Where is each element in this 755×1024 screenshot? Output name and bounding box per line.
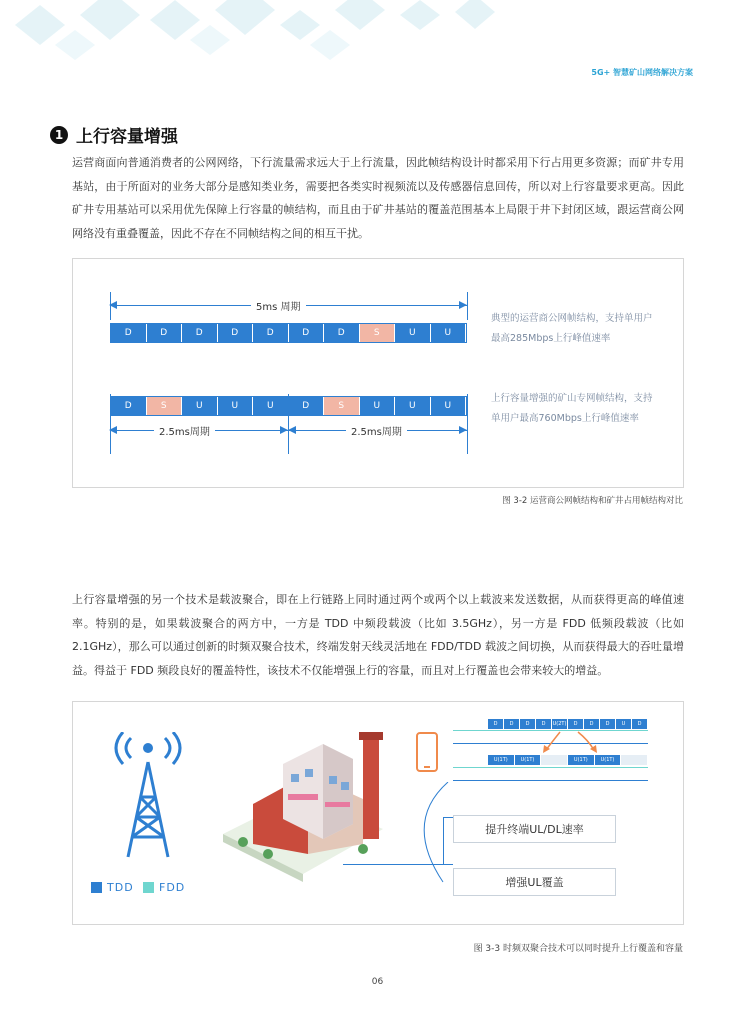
frame-slot: S — [360, 324, 396, 342]
frame-slot: D — [147, 324, 183, 342]
frame-slot: U — [218, 397, 254, 415]
carrier-slot: U(1T) — [568, 755, 595, 765]
figure-frame-structure — [72, 258, 684, 488]
frame-slot: U — [253, 397, 289, 415]
page-number: 06 — [371, 977, 384, 987]
carrier-slot: U(1T) — [488, 755, 515, 765]
fdd-carrier-row — [488, 755, 648, 765]
period-2-5ms-label-2: 2.5ms周期 — [346, 423, 407, 438]
frame-slot: S — [324, 397, 360, 415]
building-illustration — [213, 714, 393, 884]
frame-slot: U — [431, 397, 467, 415]
figure-caption-3-3: 图 3-3 时频双聚合技术可以同时提升上行覆盖和容量 — [473, 944, 683, 954]
benefit-rate-box: 提升终端UL/DL速率 — [453, 815, 616, 843]
frame-slot: U — [395, 397, 431, 415]
carrier-slot: D — [488, 719, 504, 729]
carrier-slot: D — [568, 719, 584, 729]
note-public-frame: 典型的运营商公网帧结构，支持单用户最高285Mbps上行峰值速率 — [491, 313, 653, 344]
frame-slot: D — [182, 324, 218, 342]
carrier-slot: D — [632, 719, 648, 729]
frame-slot: U — [360, 397, 396, 415]
figure-carrier-aggregation — [72, 701, 684, 925]
frame-slot: U — [395, 324, 431, 342]
section-number: 1 — [50, 126, 68, 144]
carrier-slot: D — [584, 719, 600, 729]
frame-slot: D — [111, 324, 147, 342]
paragraph-1: 运营商面向普通消费者的公网网络，下行流量需求远大于上行流量，因此帧结构设计时都采用下行占用更多资源；而矿井专用基站，由于所面对的业务大部分是感知类业务，需要把各类实时视频流以及传感器信息回传，所以对上行容量要求更高。因此矿井专用基站可以采用优先保障上行容量的帧结构，而且由于矿井基站的覆盖范围基本上局限于井下封闭区域，跟运营商公网网络没有重叠覆盖，因此不存在不同帧结构之间的相互干扰。 — [72, 156, 684, 240]
note-mine-frame: 上行容量增强的矿山专网帧结构，支持单用户最高760Mbps上行峰值速率 — [491, 393, 653, 424]
carrier-slot: D — [520, 719, 536, 729]
carrier-slot: U — [616, 719, 632, 729]
frame-slot: D — [218, 324, 254, 342]
frame-slot: D — [289, 397, 325, 415]
frame-slot: D — [253, 324, 289, 342]
carrier-slot: D — [536, 719, 552, 729]
frame-slot: S — [147, 397, 183, 415]
frame-slot: D — [111, 397, 147, 415]
carrier-slot — [621, 755, 648, 765]
period-2-5ms-label-1: 2.5ms周期 — [154, 423, 215, 438]
running-header: 5G+ 智慧矿山网络解决方案 — [591, 68, 693, 77]
section-heading — [50, 122, 178, 147]
paragraph-2: 上行容量增强的另一个技术是载波聚合，即在上行链路上同时通过两个或两个以上载波来发送数据，从而获得更高的峰值速率。特别的是，如果载波聚合的两方中，一方是 TDD 中频段载波（比如 3.5GHz），另一方是 FDD 低频段载波（比如 2.1GHz），那么可以通过创新的时频双聚合技术，终端发射天线灵活地在 FDD/TDD 载波之间切换，从而获得最大的吞吐量增益。得益于 FDD 频段良好的覆盖特性，该技术不仅能增强上行的容量，而且对上行覆盖也会带来较大的增益。 — [72, 593, 684, 677]
carrier-slot: D — [504, 719, 520, 729]
figure-caption-3-2: 图 3-2 运营商公网帧结构和矿井占用帧结构对比 — [502, 496, 683, 506]
frame-slot: U — [182, 397, 218, 415]
carrier-slot: U(2T) — [552, 721, 567, 727]
frame-slot: U — [431, 324, 467, 342]
section-title: 上行容量增强 — [76, 127, 178, 147]
carrier-slot: U(1T) — [515, 755, 542, 765]
header-decoration — [0, 0, 520, 70]
period-5ms-label: 5ms 周期 — [251, 298, 306, 313]
carrier-slot: D — [600, 719, 616, 729]
frame-slot: D — [324, 324, 360, 342]
frame-slot: D — [289, 324, 325, 342]
tower-icon — [103, 732, 193, 862]
legend-tdd: TDD — [91, 881, 134, 894]
legend-fdd: FDD — [143, 881, 185, 894]
carrier-slot — [541, 755, 568, 765]
switch-arrows — [538, 728, 608, 756]
phone-icon — [416, 732, 438, 772]
frame-structure-public — [110, 323, 467, 343]
benefit-coverage-box: 增强UL覆盖 — [453, 868, 616, 896]
carrier-slot: U(1T) — [595, 755, 622, 765]
